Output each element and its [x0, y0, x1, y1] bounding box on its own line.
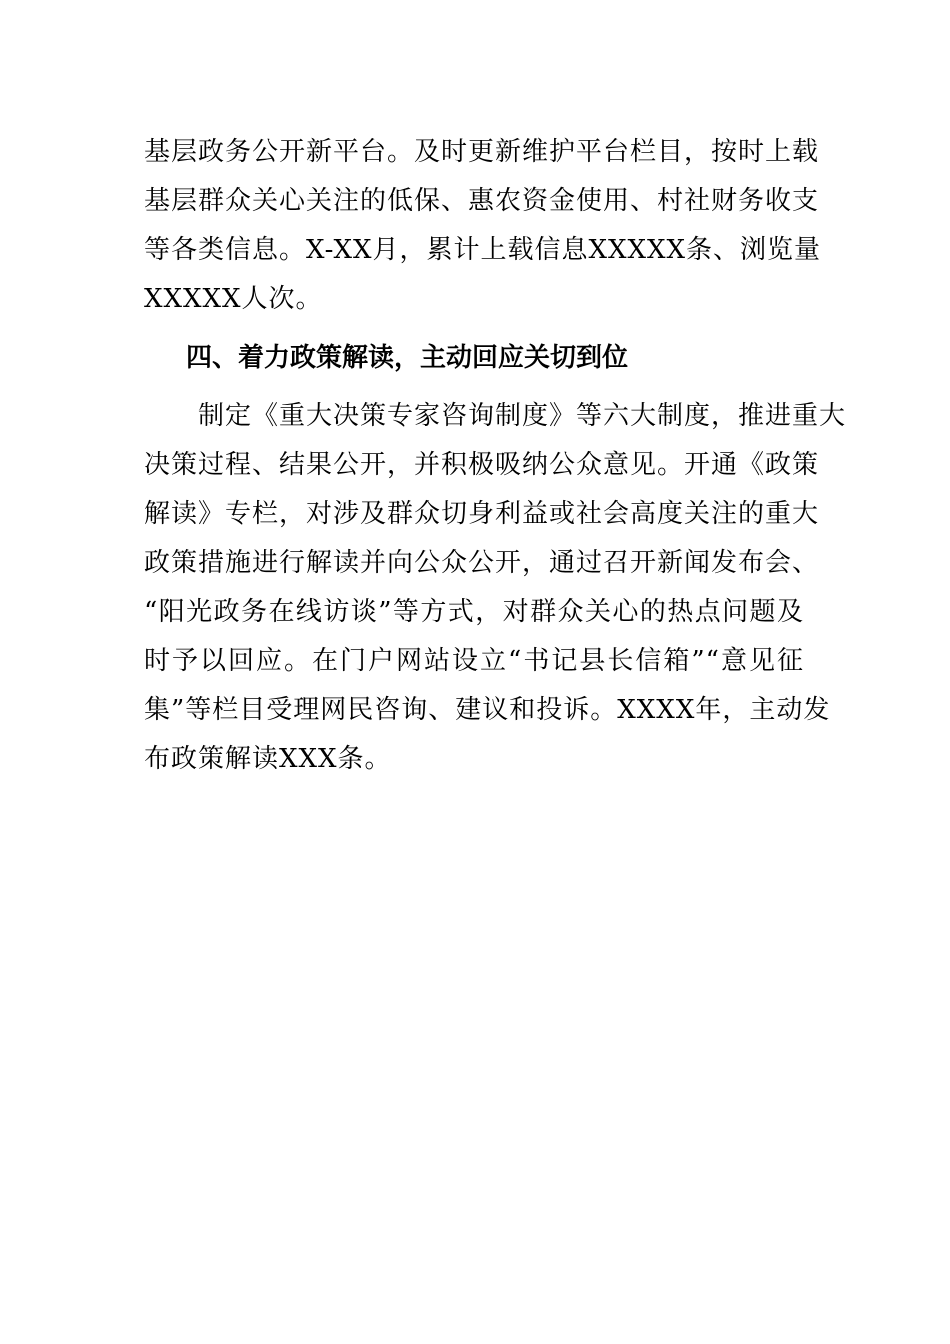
paragraph-policy-interpretation	[144, 392, 847, 784]
text-line: 基层政务公开新平台。及时更新维护平台栏目，按时上载	[144, 137, 820, 167]
text-line: 解读》专栏，对涉及群众切身利益或社会高度关注的重大	[144, 499, 820, 529]
text-line: 制定《重大决策专家咨询制度》等六大制度，推进重大	[144, 401, 847, 431]
text-line: “阳光政务在线访谈”等方式，对群众关心的热点问题及	[144, 597, 804, 627]
text-line: 布政策解读XXX条。	[144, 744, 392, 774]
text-line: 决策过程、结果公开，并积极吸纳公众意见。开通《政策	[144, 450, 820, 480]
document-page	[144, 128, 847, 784]
text-line: 时予以回应。在门户网站设立“书记县长信箱”“意见征	[144, 646, 804, 676]
text-line: XXXXX人次。	[144, 284, 323, 314]
text-line: 等各类信息。X-XX月，累计上载信息XXXXX条、浏览量	[144, 235, 822, 265]
text-line: 政策措施进行解读并向公众公开，通过召开新闻发布会、	[144, 548, 820, 578]
paragraph-platform-info	[144, 128, 822, 324]
section-heading: 四、着力政策解读，主动回应关切到位	[186, 343, 629, 373]
text-line: 集”等栏目受理网民咨询、建议和投诉。XXXX年，主动发	[144, 695, 831, 725]
text-line: 基层群众关心关注的低保、惠农资金使用、村社财务收支	[144, 186, 820, 216]
